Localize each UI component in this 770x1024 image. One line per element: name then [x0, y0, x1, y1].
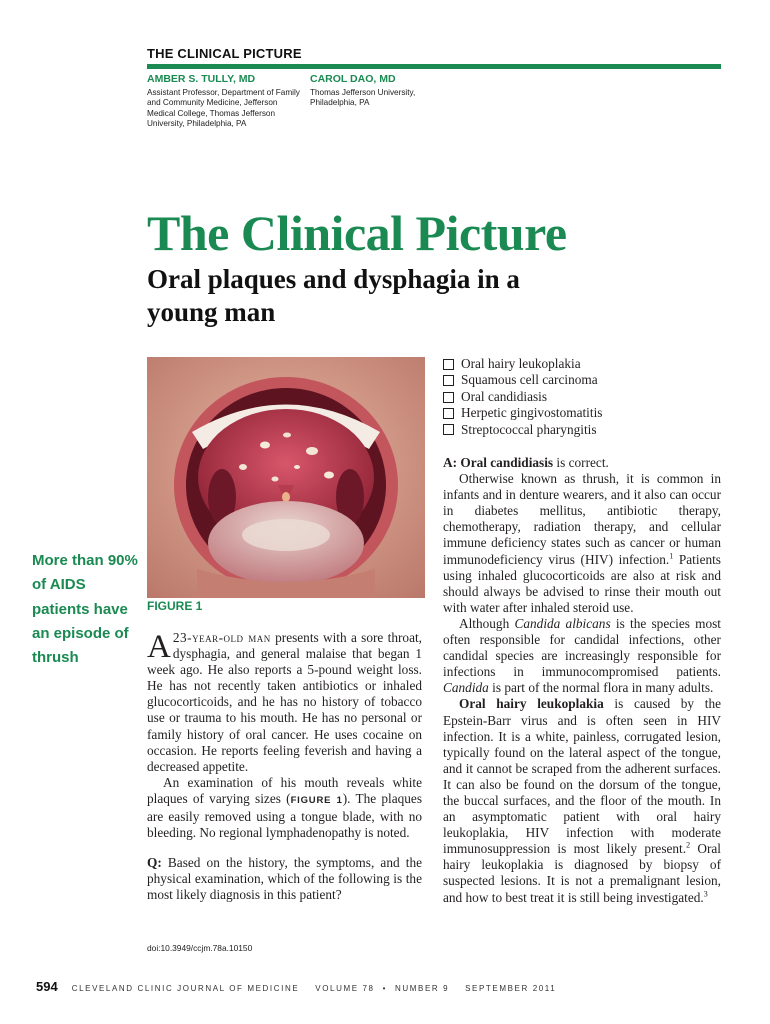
author-name: CAROL DAO, MD	[310, 73, 396, 85]
option-checkbox[interactable]	[443, 408, 454, 419]
option-checkbox[interactable]	[443, 375, 454, 386]
author-block-2	[310, 73, 430, 109]
figure-reference: FIGURE 1	[290, 794, 343, 806]
option-item[interactable]: Squamous cell carcinoma	[443, 372, 602, 388]
page-footer: 594 CLEVELAND CLINIC JOURNAL OF MEDICINE VOLUME 78 • NUMBER 9 SEPTEMBER 2011	[36, 979, 557, 994]
header-rule	[147, 64, 721, 69]
oral-cavity-illustration	[147, 357, 425, 598]
lead-in: 23-year-old man	[172, 630, 271, 645]
article-title: The Clinical Picture	[147, 205, 567, 261]
option-checkbox[interactable]	[443, 359, 454, 370]
answer-label: A: Oral candidiasis	[443, 455, 554, 470]
case-column	[147, 630, 422, 904]
figure-label: FIGURE 1	[147, 599, 203, 613]
doi: doi:10.3949/ccjm.78a.10150	[147, 943, 253, 953]
page-number: 594	[36, 979, 58, 994]
pull-quote: More than 90% of AIDS patients have an episode of thrush	[32, 552, 138, 667]
option-checkbox[interactable]	[443, 392, 454, 403]
answer-heading: A: Oral candidiasis is correct.	[443, 455, 609, 470]
section-label: THE CLINICAL PICTURE	[147, 46, 302, 61]
reference-marker: 3	[703, 889, 708, 899]
answer-paragraph-1: Otherwise known as thrush, it is common in infants and in denture wearers, and it also can occur in diabetes mellitus, antibiotic therapy, chemotherapy, radiation therapy, and cellular immune deficiency states such as cancer or human immunodeficiency virus (HIV) infection.$^1$ Patients using inhaled glucocorticoids are also at risk and should always be advised to rinse their mouth out with water after inhaled steroid use.	[443, 471, 721, 615]
volume: VOLUME 78	[315, 984, 375, 993]
answer-paragraph-2: Although Candida albicans is the species most often responsible for candidal infections, other candidal species are increasingly responsible for infections in immunocompromised patients. Candida is part of the normal flora in many adults.	[443, 615, 722, 696]
author-block-1	[147, 73, 303, 130]
question-paragraph: Q: Based on the history, the symptoms, and the physical examination, which of the following is the most likely diagnosis in this patient?	[147, 855, 422, 903]
option-item[interactable]: Oral hairy leukoplakia	[443, 356, 602, 372]
reference-marker: 1	[669, 551, 674, 561]
option-item[interactable]: Oral candidiasis	[443, 389, 602, 405]
answer-paragraph-3: Oral hairy leukoplakia is caused by the Epstein-Barr virus and is often seen in HIV infection. It is a white, painless, corrugated lesion, typically found on the lateral aspect of the tongue, and it cannot be scraped from the adherent surfaces. It can also be found on the dorsum of the tongue, the buccal surfaces, and the floor of the mouth. In an asymptomatic patient with oral hairy leukoplakia, HIV infection with moderate immunosuppression is most likely present.$^2$ Oral hairy leukoplakia is diagnosed by biopsy of suspected lesions. It is not a premalignant lesion, and how to best treat it is still being investigated.$^3$	[443, 696, 721, 905]
answer-column	[443, 455, 721, 906]
article-subtitle: Oral plaques and dysphagia in a young man	[147, 264, 520, 327]
issue-number: NUMBER 9	[394, 984, 450, 993]
journal-name: CLEVELAND CLINIC JOURNAL OF MEDICINE	[71, 984, 300, 993]
author-name: AMBER S. TULLY, MD	[147, 73, 256, 85]
author-affiliation: Thomas Jefferson University, Philadelphia, PA	[310, 88, 416, 108]
option-item[interactable]: Streptococcal pharyngitis	[443, 422, 602, 438]
question-label: Q:	[147, 855, 162, 871]
reference-marker: 2	[686, 840, 691, 850]
issue-date: SEPTEMBER 2011	[465, 984, 557, 993]
answer-options	[443, 356, 602, 438]
option-item[interactable]: Herpetic gingivostomatitis	[443, 405, 602, 421]
case-paragraph-1: A 23-year-old man presents with a sore throat, dysphagia, and general malaise that began 1 week ago. He also reports a 5-pound weight loss. He has not recently taken antibiotics or inhaled glucocorticoids, and he has no history of tobacco use or trauma to his mouth. He has no personal or family history of oral cancer. He uses cocaine on occasion. He reports feeling feverish and having a decreased appetite.	[147, 629, 422, 774]
author-affiliation: Assistant Professor, Department of Family and Community Medicine, Jefferson Medical College, Thomas Jefferson University, Philadelphia, PA	[147, 88, 300, 129]
option-checkbox[interactable]	[443, 424, 454, 435]
case-paragraph-2: An examination of his mouth reveals white plaques of varying sizes (FIGURE 1). The plaques are easily removed using a tongue blade, with no bleeding. No regional lymphadenopathy is noted.	[147, 774, 423, 841]
figure-1-photo	[147, 357, 425, 598]
drop-cap: A	[147, 629, 171, 665]
